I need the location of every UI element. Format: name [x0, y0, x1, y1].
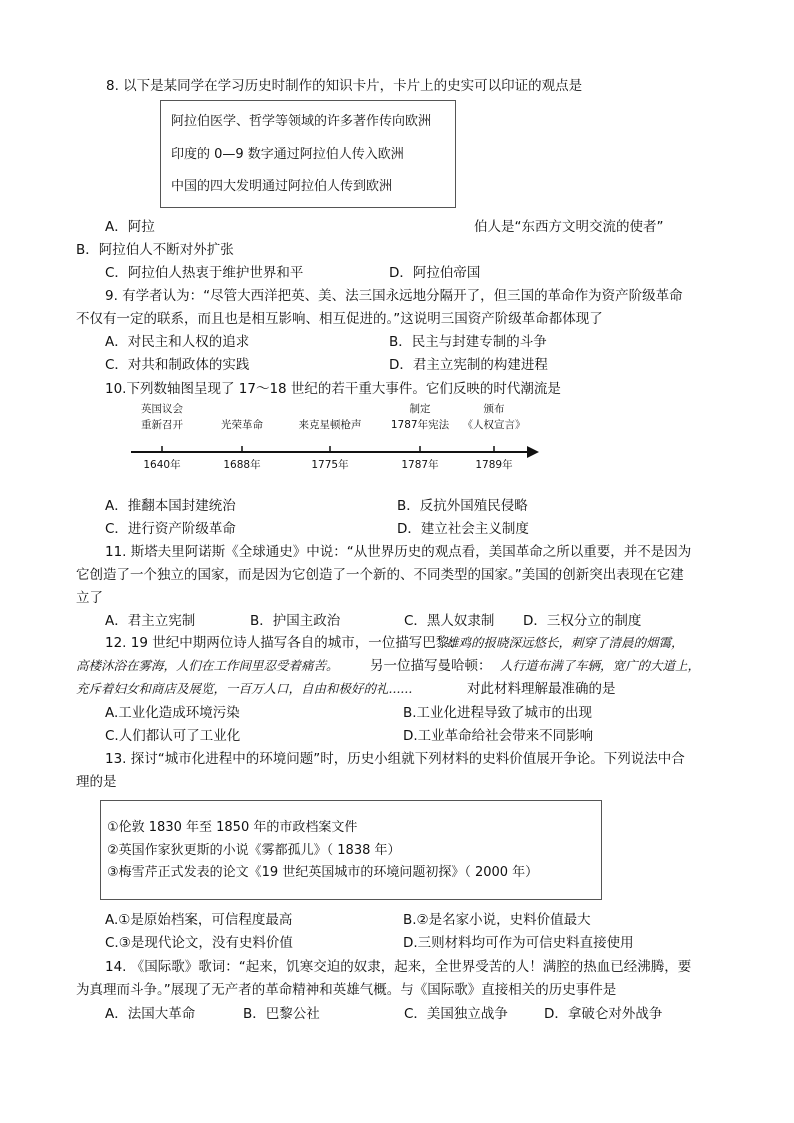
q12-manhattan-quote-2: 充斥着妇女和商店及展览，一百万人口，自由和极好的礼......: [76, 681, 413, 696]
q10-stem: 10.下列数轴图呈现了 17～18 世纪的若干重大事件。它们反映的时代潮流是: [105, 381, 561, 397]
q9-option-a: A．对民主和人权的追求: [105, 334, 250, 350]
q11-stem-line-1: 11. 斯塔夫里阿诺斯《全球通史》中说：“从世界历史的观点看，美国革命之所以重要，并不是因为: [105, 544, 692, 560]
timeline-year-label: 1688年: [223, 459, 261, 471]
q8-option-a-right: 伯人是“东西方文明交流的使者”: [474, 219, 664, 235]
q12-option-b: B.工业化进程导致了城市的出现: [403, 705, 593, 721]
q8-option-a-left: A．阿拉: [105, 219, 155, 235]
timeline-event-label: 重新召开: [141, 419, 183, 431]
q10-option-a: A．推翻本国封建统治: [105, 498, 236, 514]
q14-option-a: A．法国大革命: [105, 1006, 196, 1022]
q14-option-b: B．巴黎公社: [243, 1006, 320, 1022]
q13-option-b: B.②是名家小说，史料价值最大: [403, 912, 591, 928]
q11-option-c: C．黑人奴隶制: [404, 613, 495, 629]
timeline-arrowhead: [527, 446, 539, 458]
q10-option-b: B．反抗外国殖民侵略: [397, 498, 528, 514]
q14-stem-line-1: 14. 《国际歌》歌词：“起来，饥寒交迫的奴隶，起来，全世界受苦的人！满腔的热血已经沸腾，要: [105, 959, 692, 975]
q11-stem-line-3: 立了: [76, 590, 103, 606]
timeline-event-label-top: 颁布: [483, 403, 505, 415]
q12-paris-quote-1: 雄鸡的报晓深远悠长，刺穿了清晨的烟霭，: [446, 635, 684, 650]
q8-card: [160, 100, 456, 208]
q9-stem-line-1: 9. 有学者认为：“尽管大西洋把英、美、法三国永远地分隔开了，但三国的革命作为资产阶级革命: [105, 288, 683, 304]
q12-stem-line-1a: 12. 19 世纪中期两位诗人描写各自的城市，一位描写巴黎:: [105, 635, 454, 651]
timeline-event-label-top: 制定: [409, 403, 431, 415]
q8-option-d: D．阿拉伯帝国: [389, 265, 481, 281]
q13-stem-line-2: 理的是: [76, 774, 117, 790]
q12-option-c: C.人们都认可了工业化: [105, 728, 241, 744]
q9-option-c: C．对共和制政体的实践: [105, 357, 250, 373]
q13-material-3: ③梅雪芹正式发表的论文《19 世纪英国城市的环境问题初探》（ 2000 年）: [107, 865, 539, 880]
q13-option-c: C.③是现代论文，没有史料价值: [105, 935, 293, 951]
q12-manhattan-quote-1: 人行道布满了车辆，宽广的大道上，: [500, 658, 701, 673]
timeline-event-label: 1787年宪法: [390, 419, 450, 431]
q9-stem-line-2: 不仅有一定的联系，而且也是相互影响、相互促进的。”这说明三国资产阶级革命都体现了: [76, 311, 603, 327]
q11-option-a: A．君主立宪制: [105, 613, 196, 629]
timeline-event-label: 《人权宣言》: [462, 419, 526, 431]
q8-card-line-1: 阿拉伯医学、哲学等领域的许多著作传向欧洲: [171, 114, 432, 129]
q13-stem-line-1: 13. 探讨“城市化进程中的环境问题”时，历史小组就下列材料的史料价值展开争论。下列说法中合: [105, 751, 685, 767]
timeline-year-label: 1789年: [475, 459, 513, 471]
q8-stem: 8. 以下是某同学在学习历史时制作的知识卡片，卡片上的史实可以印证的观点是: [106, 78, 583, 94]
q10-option-d: D．建立社会主义制度: [397, 521, 529, 537]
q12-stem-line-2b: 另一位描写曼哈顿：: [370, 658, 492, 674]
timeline-year-label: 1775年: [311, 459, 349, 471]
timeline-year-label: 1787年: [401, 459, 439, 471]
q14-option-c: C．美国独立战争: [404, 1006, 508, 1022]
timeline-event-label: 光荣革命: [221, 419, 263, 431]
q13-material-2: ②英国作家狄更斯的小说《雾都孤儿》（ 1838 年）: [107, 843, 401, 858]
q8-card-line-3: 中国的四大发明通过阿拉伯人传到欧洲: [171, 179, 393, 194]
timeline-year-label: 1640年: [143, 459, 181, 471]
q13-option-d: D.三则材料均可作为可信史料直接使用: [403, 935, 634, 951]
q12-option-a: A.工业化造成环境污染: [105, 705, 240, 721]
q12-stem-line-3b: 对此材料理解最准确的是: [467, 681, 616, 697]
q8-option-b: B．阿拉伯人不断对外扩张: [76, 242, 234, 258]
q10-option-c: C．进行资产阶级革命: [105, 521, 236, 537]
q10-timeline: [125, 400, 545, 475]
q13-option-a: A.①是原始档案，可信程度最高: [105, 912, 293, 928]
q12-paris-quote-2: 高楼沐浴在雾海，人们在工作间里忍受着痛苦。: [76, 658, 339, 673]
q13-material-box: [100, 800, 602, 900]
timeline-event-label-top: 英国议会: [141, 403, 183, 415]
q11-stem-line-2: 它创造了一个独立的国家，而是因为它创造了一个新的、不同类型的国家。”美国的创新突出表现在它建: [76, 567, 684, 583]
timeline-event-label: 来克星顿枪声: [298, 419, 362, 431]
q9-option-d: D．君主立宪制的构建进程: [389, 357, 548, 373]
q8-card-line-2: 印度的 0—9 数字通过阿拉伯人传入欧洲: [171, 147, 404, 162]
q9-option-b: B．民主与封建专制的斗争: [389, 334, 547, 350]
q14-option-d: D．拿破仑对外战争: [544, 1006, 663, 1022]
q8-option-c: C．阿拉伯人热衷于维护世界和平: [105, 265, 304, 281]
q11-option-b: B．护国主政治: [250, 613, 341, 629]
q14-stem-line-2: 为真理而斗争。”展现了无产者的革命精神和英雄气概。与《国际歌》直接相关的历史事件是: [76, 982, 617, 998]
q13-material-1: ①伦敦 1830 年至 1850 年的市政档案文件: [107, 820, 358, 835]
q11-option-d: D．三权分立的制度: [523, 613, 642, 629]
q12-option-d: D.工业革命给社会带来不同影响: [403, 728, 594, 744]
